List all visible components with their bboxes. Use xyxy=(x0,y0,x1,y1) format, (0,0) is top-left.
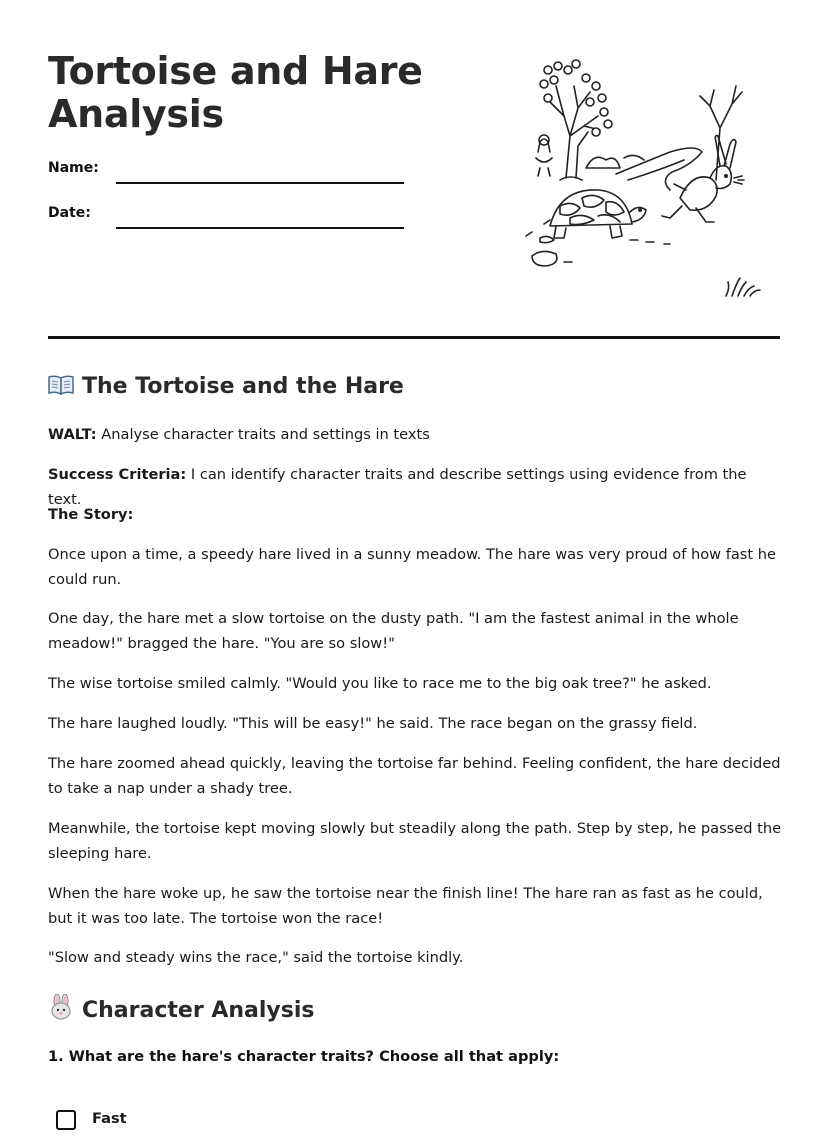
walt-label: WALT: xyxy=(48,426,97,443)
question-1: 1. What are the hare's character traits? Choose all that apply: xyxy=(48,1048,560,1065)
date-label: Date: xyxy=(48,205,91,221)
rabbit-face-icon xyxy=(48,994,74,1026)
walt-text: Analyse character traits and settings in texts xyxy=(96,426,430,443)
story-paragraph: "Slow and steady wins the race," said the tortoise kindly. xyxy=(48,949,464,966)
story-paragraph: The hare laughed loudly. "This will be easy!" he said. The race began on the grassy field. xyxy=(48,715,698,732)
header-divider xyxy=(48,336,780,339)
name-line[interactable] xyxy=(116,182,404,184)
date-field[interactable] xyxy=(48,205,408,235)
name-field[interactable] xyxy=(48,160,408,190)
story-paragraph: The wise tortoise smiled calmly. "Would you like to race me to the big oak tree?" he asked. xyxy=(48,675,712,692)
story-paragraph: When the hare woke up, he saw the tortoise near the finish line! The hare ran as fast as he could, but it was too late. The tortoise won the race! xyxy=(48,885,763,927)
story-heading xyxy=(48,374,404,402)
page-title: Tortoise and Hare Analysis xyxy=(48,49,423,136)
story-heading-text: The Tortoise and the Hare xyxy=(82,374,404,399)
story-label-line xyxy=(48,502,784,527)
name-label: Name: xyxy=(48,160,99,176)
character-analysis-heading-text: Character Analysis xyxy=(82,998,315,1023)
tortoise-hare-illustration xyxy=(520,56,776,308)
story-paragraph: Meanwhile, the tortoise kept moving slowly but steadily along the path. Step by step, he passed the sleeping hare. xyxy=(48,820,782,862)
story-paragraph: The hare zoomed ahead quickly, leaving the tortoise far behind. Feeling confident, the hare decided to take a nap under a shady tree. xyxy=(48,755,781,797)
story-paragraph: One day, the hare met a slow tortoise on the dusty path. "I am the fastest animal in the whole meadow!" bragged the hare. "You are so slow!" xyxy=(48,610,739,652)
trait-option-label: Fast xyxy=(92,1110,127,1127)
walt-line xyxy=(48,422,784,447)
trait-option-fast[interactable] xyxy=(56,1110,256,1140)
success-criteria-label: Success Criteria: xyxy=(48,466,187,483)
trait-checkbox[interactable] xyxy=(56,1110,76,1130)
character-analysis-heading xyxy=(48,994,314,1026)
success-criteria-text: I can identify character traits and describe settings using evidence from the text. xyxy=(48,466,747,508)
story-label: The Story: xyxy=(48,506,134,523)
date-line[interactable] xyxy=(116,227,404,229)
story-paragraph: Once upon a time, a speedy hare lived in a sunny meadow. The hare was very proud of how fast he could run. xyxy=(48,546,776,588)
open-book-icon xyxy=(48,374,74,402)
